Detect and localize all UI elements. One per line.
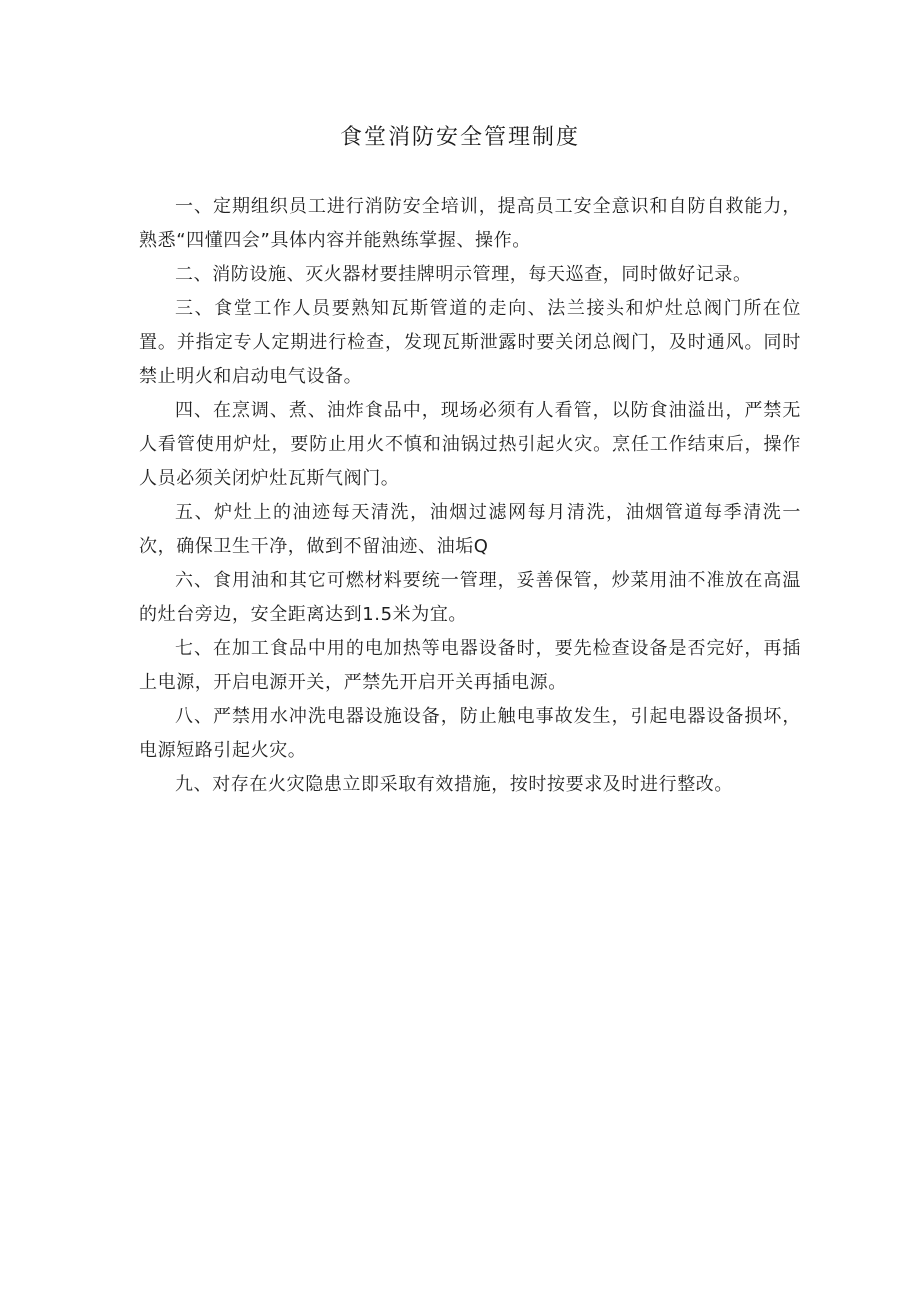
rule-paragraph-1: 一、定期组织员工进行消防安全培训，提高员工安全意识和自防自救能力，熟悉“四懂四会”具体内容并能熟练掌握、操作。 <box>139 196 801 251</box>
rule-paragraph-2: 二、消防设施、灭火器材要挂牌明示管理，每天巡查，同时做好记录。 <box>175 264 752 285</box>
rule-paragraph-4: 四、在烹调、煮、油炸食品中，现场必须有人看管，以防食油溢出，严禁无人看管使用炉灶，要防止用火不慎和油锅过热引起火灾。烹任工作结束后，操作人员必须关闭炉灶瓦斯气阀门。 <box>139 400 801 489</box>
rule-paragraph-9: 九、对存在火灾隐患立即采取有效措施，按时按要求及时进行整改。 <box>175 774 733 795</box>
rule-paragraph-8: 八、严禁用水冲洗电器设施设备，防止触电事故发生，引起电器设备损坏，电源短路引起火灾。 <box>139 706 801 761</box>
rule-paragraph-3: 三、食堂工作人员要熟知瓦斯管道的走向、法兰接头和炉灶总阀门所在位置。并指定专人定期进行检查，发现瓦斯泄露时要关闭总阀门，及时通风。同时禁止明火和启动电气设备。 <box>139 298 801 387</box>
document-title: 食堂消防安全管理制度 <box>339 125 580 150</box>
document-body <box>139 190 801 802</box>
rule-paragraph-7: 七、在加工食品中用的电加热等电器设备时，要先检查设备是否完好，再插上电源，开启电源开关，严禁先开启开关再插电源。 <box>139 638 801 693</box>
rule-paragraph-5: 五、炉灶上的油迹每天清洗，油烟过滤网每月清洗，油烟管道每季清洗一次，确保卫生干净，做到不留油迹、油垢Q <box>139 502 801 557</box>
rule-paragraph-6: 六、食用油和其它可燃材料要统一管理，妥善保管，炒菜用油不准放在高温的灶台旁边，安全距离达到1.5米为宜。 <box>139 570 801 625</box>
